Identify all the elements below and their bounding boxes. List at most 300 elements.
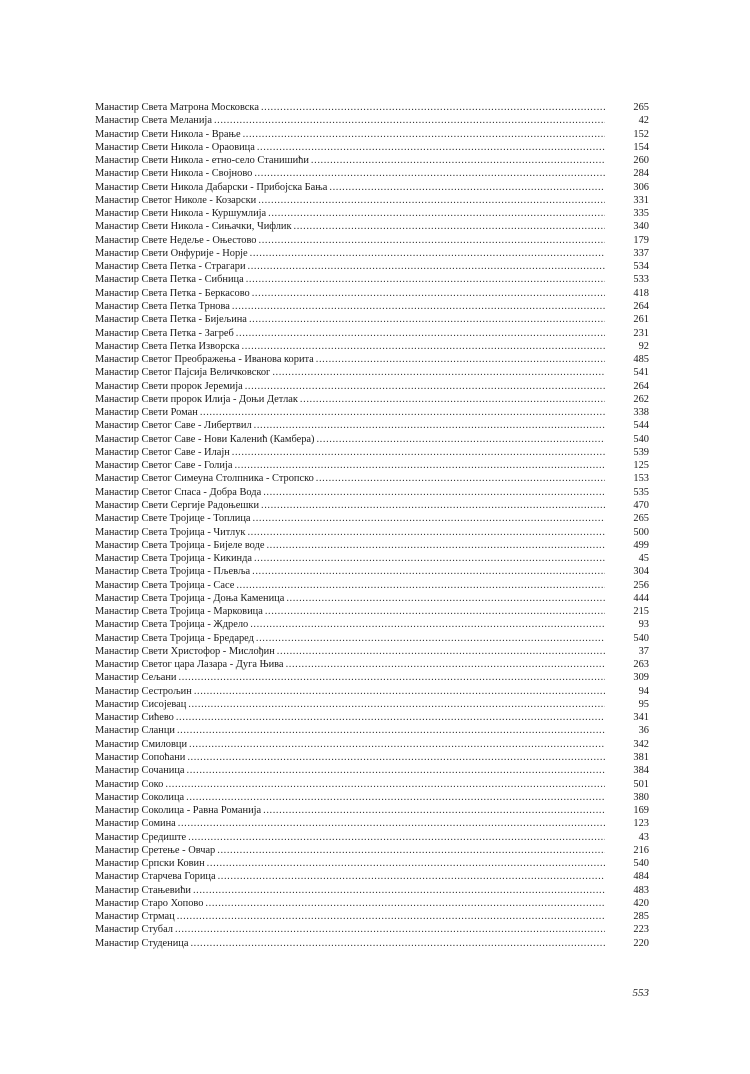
entry-name: Манастир Света Петка Изворска <box>95 340 240 352</box>
entry-name: Манастир Светог Саве - Либертвил <box>95 420 252 432</box>
dot-leader <box>217 844 605 857</box>
dot-leader <box>277 645 605 658</box>
entry-page-number: 418 <box>633 287 649 299</box>
index-entry <box>95 923 649 936</box>
entry-page-number: 260 <box>633 155 649 167</box>
entry-page-number: 540 <box>633 632 649 644</box>
entry-name: Манастир Свети Христофор - Мислођин <box>95 645 275 657</box>
entry-name: Манастир Свети пророк Јеремија <box>95 380 243 392</box>
dot-leader <box>189 738 605 751</box>
index-entry <box>95 340 649 353</box>
index-entry <box>95 698 649 711</box>
index-entry <box>95 778 649 791</box>
dot-leader <box>329 181 605 194</box>
entry-page-number: 539 <box>633 446 649 458</box>
entry-label-with-leader <box>95 260 605 273</box>
entry-name: Манастир Сомина <box>95 818 176 830</box>
entry-label-with-leader <box>95 128 605 141</box>
entry-label-with-leader <box>95 764 605 777</box>
index-entry <box>95 327 649 340</box>
index-entry <box>95 499 649 512</box>
index-entry <box>95 645 649 658</box>
index-entry <box>95 300 649 313</box>
dot-leader <box>177 724 605 737</box>
entry-page-number: 501 <box>633 778 649 790</box>
entry-page-number: 92 <box>638 340 649 352</box>
entry-label-with-leader <box>95 751 605 764</box>
entry-label-with-leader <box>95 327 605 340</box>
dot-leader <box>316 353 605 366</box>
entry-label-with-leader <box>95 937 605 950</box>
entry-label-with-leader <box>95 870 605 883</box>
entry-label-with-leader <box>95 141 605 154</box>
index-entry <box>95 804 649 817</box>
entry-name: Манастир Свети Никола - Врање <box>95 128 241 140</box>
entry-name: Манастир Свети Никола - Својново <box>95 168 253 180</box>
entry-name: Манастир Светог Преображења - Иванова корита <box>95 354 314 366</box>
index-entry <box>95 738 649 751</box>
entry-page-number: 179 <box>633 234 649 246</box>
dot-leader <box>254 167 605 180</box>
dot-leader <box>316 433 605 446</box>
entry-name: Манастир Света Тројица - Сасе <box>95 579 235 591</box>
dot-leader <box>194 685 605 698</box>
entry-label-with-leader <box>95 618 605 631</box>
dot-leader <box>265 605 605 618</box>
entry-name: Манастир Светог Николе - Козарски <box>95 194 257 206</box>
index-entry <box>95 512 649 525</box>
entry-page-number: 483 <box>633 884 649 896</box>
dot-leader <box>246 273 605 286</box>
entry-label-with-leader <box>95 923 605 936</box>
entry-page-number: 123 <box>633 818 649 830</box>
dot-leader <box>214 114 605 127</box>
entry-name: Манастир Студеница <box>95 937 189 949</box>
entry-name: Манастир Соко <box>95 778 164 790</box>
entry-page-number: 264 <box>633 300 649 312</box>
entry-name: Манастир Светог цара Лазара - Дуга Њива <box>95 659 284 671</box>
entry-name: Манастир Света Петка - Сибница <box>95 274 244 286</box>
entry-name: Манастир Света Петка - Загреб <box>95 327 234 339</box>
index-entry <box>95 260 649 273</box>
entry-label-with-leader <box>95 472 605 485</box>
index-entry <box>95 472 649 485</box>
entry-page-number: 95 <box>638 698 649 710</box>
entry-label-with-leader <box>95 645 605 658</box>
dot-leader <box>248 260 605 273</box>
dot-leader <box>261 101 605 114</box>
entry-name: Манастир Соколица <box>95 791 185 803</box>
entry-name: Манастир Света Тројица - Бредаред <box>95 632 254 644</box>
entry-page-number: 499 <box>633 539 649 551</box>
entry-label-with-leader <box>95 154 605 167</box>
entry-label-with-leader <box>95 247 605 260</box>
index-entry <box>95 764 649 777</box>
entry-name: Манастир Светог Спаса - Добра Вода <box>95 486 262 498</box>
index-entry <box>95 366 649 379</box>
index-entry <box>95 671 649 684</box>
index-entry <box>95 884 649 897</box>
entry-label-with-leader <box>95 592 605 605</box>
dot-leader <box>258 194 605 207</box>
entry-name: Манастир Старо Хопово <box>95 897 204 909</box>
entry-page-number: 500 <box>633 526 649 538</box>
entry-name: Манастир Свете Недеље - Oњестово <box>95 234 257 246</box>
entry-label-with-leader <box>95 539 605 552</box>
entry-name: Манастир Светог Саве - Илајн <box>95 446 230 458</box>
entry-page-number: 45 <box>638 553 649 565</box>
index-entry <box>95 167 649 180</box>
entry-label-with-leader <box>95 897 605 910</box>
entry-name: Манастир Сопоћани <box>95 752 186 764</box>
entry-label-with-leader <box>95 671 605 684</box>
entry-name: Манастир Сланци <box>95 725 175 737</box>
index-entry <box>95 539 649 552</box>
dot-leader <box>253 512 605 525</box>
entry-label-with-leader <box>95 579 605 592</box>
entry-name: Манастир Свети пророк Илија - Доњи Детлак <box>95 393 298 405</box>
entry-label-with-leader <box>95 287 605 300</box>
entry-name: Манастир Света Тројица - Кикинда <box>95 553 252 565</box>
dot-leader <box>266 539 605 552</box>
entry-name: Манастир Свети Никола - Ораовица <box>95 141 255 153</box>
entry-name: Манастир Свете Тројице - Топлица <box>95 513 251 525</box>
entry-page-number: 154 <box>633 141 649 153</box>
dot-leader <box>200 406 605 419</box>
dot-leader <box>261 499 605 512</box>
entry-page-number: 261 <box>633 314 649 326</box>
index-entry <box>95 751 649 764</box>
dot-leader <box>205 897 605 910</box>
page-number: 553 <box>632 987 649 999</box>
entry-page-number: 37 <box>638 645 649 657</box>
index-entry <box>95 724 649 737</box>
index-entry <box>95 711 649 724</box>
dot-leader <box>218 870 605 883</box>
entry-name: Манастир Сочаница <box>95 765 185 777</box>
dot-leader <box>316 472 605 485</box>
index-entry <box>95 207 649 220</box>
entry-page-number: 169 <box>633 805 649 817</box>
dot-leader <box>242 340 606 353</box>
entry-name: Манастир Сићево <box>95 712 174 724</box>
index-entry <box>95 380 649 393</box>
index-entry <box>95 844 649 857</box>
entry-label-with-leader <box>95 831 605 844</box>
index-entry <box>95 353 649 366</box>
index-entry <box>95 406 649 419</box>
dot-leader <box>193 884 605 897</box>
entry-page-number: 540 <box>633 858 649 870</box>
entry-label-with-leader <box>95 804 605 817</box>
entry-name: Манастир Свети Роман <box>95 407 198 419</box>
entry-label-with-leader <box>95 393 605 406</box>
index-entry <box>95 897 649 910</box>
index-entry <box>95 234 649 247</box>
entry-label-with-leader <box>95 433 605 446</box>
entry-name: Манастир Света Тројица - Ждрело <box>95 619 249 631</box>
entry-name: Манастир Смиловци <box>95 738 188 750</box>
entry-page-number: 262 <box>633 393 649 405</box>
dot-leader <box>311 154 605 167</box>
entry-page-number: 544 <box>633 420 649 432</box>
dot-leader <box>257 141 605 154</box>
dot-leader <box>247 526 605 539</box>
entry-label-with-leader <box>95 353 605 366</box>
dot-leader <box>252 565 605 578</box>
entry-page-number: 263 <box>633 659 649 671</box>
index-entry <box>95 605 649 618</box>
entry-name: Манастир Свети Никола - Сињачки, Чифлик <box>95 221 292 233</box>
entry-label-with-leader <box>95 711 605 724</box>
entry-label-with-leader <box>95 114 605 127</box>
entry-page-number: 220 <box>633 937 649 949</box>
entry-name: Манастир Света Петка - Страгари <box>95 261 246 273</box>
dot-leader <box>176 711 605 724</box>
dot-leader <box>234 459 605 472</box>
entry-label-with-leader <box>95 273 605 286</box>
entry-label-with-leader <box>95 220 605 233</box>
entry-name: Манастир Света Петка - Бијељина <box>95 314 247 326</box>
dot-leader <box>254 552 605 565</box>
entry-page-number: 94 <box>638 685 649 697</box>
entry-page-number: 152 <box>633 128 649 140</box>
dot-leader <box>294 220 605 233</box>
entry-name: Манастир Старчева Горица <box>95 871 216 883</box>
dot-leader <box>243 128 605 141</box>
entry-page-number: 380 <box>633 791 649 803</box>
entry-page-number: 420 <box>633 897 649 909</box>
entry-label-with-leader <box>95 181 605 194</box>
entry-page-number: 93 <box>638 619 649 631</box>
entry-label-with-leader <box>95 698 605 711</box>
dot-leader <box>232 446 605 459</box>
entry-name: Манастир Света Тројица - Доња Каменица <box>95 592 285 604</box>
dot-leader <box>256 632 605 645</box>
dot-leader <box>252 287 605 300</box>
entry-page-number: 223 <box>633 924 649 936</box>
entry-name: Манастир Светог Симеуна Столпника - Стропско <box>95 473 314 485</box>
entry-name: Манастир Стрмац <box>95 911 175 923</box>
entry-label-with-leader <box>95 459 605 472</box>
dot-leader <box>250 618 605 631</box>
entry-name: Манастир Света Петка - Беркасово <box>95 287 250 299</box>
entry-name: Манастир Сретење - Овчар <box>95 844 216 856</box>
dot-leader <box>175 923 605 936</box>
index-entry <box>95 632 649 645</box>
entry-page-number: 153 <box>633 473 649 485</box>
dot-leader <box>179 671 606 684</box>
index-entry <box>95 791 649 804</box>
entry-name: Манастир Света Тројица - Пљевља <box>95 566 251 578</box>
index-entry <box>95 194 649 207</box>
index-entry <box>95 579 649 592</box>
entry-label-with-leader <box>95 778 605 791</box>
entry-name: Манастир Света Тројица - Бијеле воде <box>95 539 265 551</box>
entry-name: Манастир Српски Ковин <box>95 858 205 870</box>
dot-leader <box>190 937 605 950</box>
entry-name: Манастир Свети Никола - Куршумлија <box>95 208 267 220</box>
entry-page-number: 265 <box>633 102 649 113</box>
index-list <box>95 101 649 950</box>
index-entry <box>95 393 649 406</box>
entry-page-number: 340 <box>633 221 649 233</box>
dot-leader <box>177 910 605 923</box>
dot-leader <box>188 831 605 844</box>
index-entry <box>95 114 649 127</box>
entry-label-with-leader <box>95 340 605 353</box>
entry-page-number: 42 <box>638 115 649 127</box>
entry-name: Манастир Светог Саве - Нови Каленић (Камбера) <box>95 433 315 445</box>
entry-page-number: 331 <box>633 194 649 206</box>
entry-page-number: 444 <box>633 592 649 604</box>
entry-page-number: 384 <box>633 765 649 777</box>
dot-leader <box>232 300 605 313</box>
entry-label-with-leader <box>95 565 605 578</box>
dot-leader <box>178 817 605 830</box>
entry-page-number: 43 <box>638 831 649 843</box>
entry-page-number: 534 <box>633 261 649 273</box>
entry-name: Манастир Светог Саве - Голија <box>95 460 233 472</box>
entry-label-with-leader <box>95 658 605 671</box>
entry-page-number: 216 <box>633 844 649 856</box>
index-entry <box>95 446 649 459</box>
entry-label-with-leader <box>95 512 605 525</box>
entry-label-with-leader <box>95 724 605 737</box>
entry-name: Манастир Света Петка Трнова <box>95 300 230 312</box>
entry-label-with-leader <box>95 844 605 857</box>
index-entry <box>95 592 649 605</box>
entry-page-number: 215 <box>633 606 649 618</box>
entry-name: Манастир Света Тројица - Марковица <box>95 606 263 618</box>
entry-label-with-leader <box>95 910 605 923</box>
entry-name: Манастир Свети Никола Дабарски - Прибојска Бања <box>95 181 328 193</box>
entry-page-number: 533 <box>633 274 649 286</box>
dot-leader <box>207 857 605 870</box>
dot-leader <box>187 764 605 777</box>
index-entry <box>95 433 649 446</box>
dot-leader <box>300 393 605 406</box>
entry-label-with-leader <box>95 526 605 539</box>
entry-name: Манастир Света Меланија <box>95 115 212 127</box>
index-entry <box>95 910 649 923</box>
entry-name: Манастир Света Матрона Московска <box>95 102 259 113</box>
dot-leader <box>272 366 605 379</box>
index-entry <box>95 141 649 154</box>
entry-page-number: 231 <box>633 327 649 339</box>
index-entry <box>95 154 649 167</box>
entry-label-with-leader <box>95 791 605 804</box>
dot-leader <box>254 419 605 432</box>
dot-leader <box>259 234 606 247</box>
entry-name: Манастир Светог Пајсија Величковског <box>95 367 271 379</box>
index-entry <box>95 526 649 539</box>
entry-label-with-leader <box>95 884 605 897</box>
dot-leader <box>165 778 605 791</box>
index-entry <box>95 459 649 472</box>
entry-label-with-leader <box>95 194 605 207</box>
entry-page-number: 470 <box>633 499 649 511</box>
entry-name: Манастир Сисојевац <box>95 698 187 710</box>
dot-leader <box>263 804 605 817</box>
entry-label-with-leader <box>95 499 605 512</box>
entry-page-number: 285 <box>633 911 649 923</box>
entry-label-with-leader <box>95 419 605 432</box>
entry-name: Манастир Средиште <box>95 831 187 843</box>
entry-page-number: 485 <box>633 354 649 366</box>
entry-label-with-leader <box>95 817 605 830</box>
dot-leader <box>249 313 605 326</box>
entry-label-with-leader <box>95 685 605 698</box>
entry-page-number: 381 <box>633 752 649 764</box>
dot-leader <box>187 751 605 764</box>
dot-leader <box>250 247 605 260</box>
entry-page-number: 264 <box>633 380 649 392</box>
index-entry <box>95 937 649 950</box>
entry-name: Манастир Свети Никола - етно-село Станишићи <box>95 155 309 167</box>
entry-page-number: 342 <box>633 738 649 750</box>
dot-leader <box>286 658 605 671</box>
entry-label-with-leader <box>95 738 605 751</box>
entry-page-number: 284 <box>633 168 649 180</box>
index-entry <box>95 552 649 565</box>
index-entry <box>95 419 649 432</box>
entry-page-number: 309 <box>633 672 649 684</box>
entry-label-with-leader <box>95 167 605 180</box>
index-entry <box>95 565 649 578</box>
dot-leader <box>263 486 605 499</box>
dot-leader <box>188 698 605 711</box>
entry-label-with-leader <box>95 207 605 220</box>
entry-label-with-leader <box>95 446 605 459</box>
index-entry <box>95 287 649 300</box>
entry-page-number: 541 <box>633 367 649 379</box>
entry-label-with-leader <box>95 857 605 870</box>
entry-page-number: 484 <box>633 871 649 883</box>
index-entry <box>95 685 649 698</box>
entry-page-number: 304 <box>633 566 649 578</box>
dot-leader <box>268 207 605 220</box>
entry-label-with-leader <box>95 552 605 565</box>
dot-leader <box>245 380 605 393</box>
index-entry <box>95 313 649 326</box>
dot-leader <box>286 592 605 605</box>
entry-page-number: 337 <box>633 247 649 259</box>
entry-label-with-leader <box>95 234 605 247</box>
index-entry <box>95 831 649 844</box>
entry-label-with-leader <box>95 300 605 313</box>
entry-name: Манастир Сељани <box>95 672 177 684</box>
entry-label-with-leader <box>95 366 605 379</box>
entry-name: Манастир Стубал <box>95 924 173 936</box>
index-entry <box>95 101 649 114</box>
entry-label-with-leader <box>95 313 605 326</box>
entry-name: Манастир Свети Онфурије - Норје <box>95 247 248 259</box>
index-entry <box>95 618 649 631</box>
dot-leader <box>236 579 605 592</box>
entry-name: Манастир Свети Сергије Радоњешки <box>95 499 260 511</box>
entry-name: Манастир Стањевићи <box>95 884 191 896</box>
dot-leader <box>186 791 605 804</box>
entry-page-number: 535 <box>633 486 649 498</box>
entry-page-number: 335 <box>633 208 649 220</box>
index-entry <box>95 658 649 671</box>
entry-name: Манастир Сестрољин <box>95 685 192 697</box>
entry-page-number: 125 <box>633 460 649 472</box>
index-entry <box>95 870 649 883</box>
entry-page-number: 256 <box>633 579 649 591</box>
entry-label-with-leader <box>95 605 605 618</box>
